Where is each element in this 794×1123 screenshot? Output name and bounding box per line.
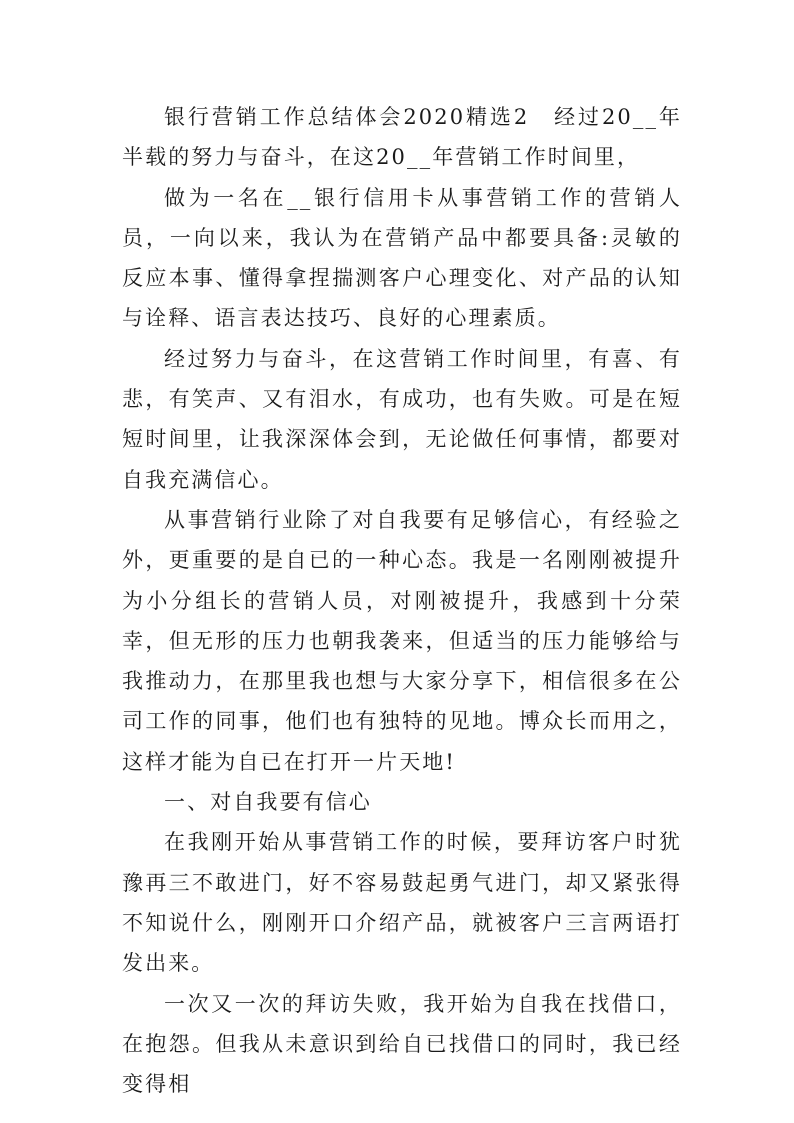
paragraph-role: 做为一名在__银行信用卡从事营销工作的营销人员，一向以来，我认为在营销产品中都要具备:灵敏的反应本事、懂得拿捏揣测客户心理变化、对产品的认知与诠释、语言表达技巧、良好的心理素质。 [122, 185, 682, 331]
paragraph-experience: 经过努力与奋斗，在这营销工作时间里，有喜、有悲，有笑声、又有泪水，有成功，也有失败。可是在短短时间里，让我深深体会到，无论做任何事情，都要对自我充满信心。 [122, 346, 682, 492]
paragraph-intro: 银行营销工作总结体会2020精选2 经过20__年半载的努力与奋斗，在这20__年营销工作时间里， [122, 105, 682, 170]
paragraph-first-visits: 在我刚开始从事营销工作的时候，要拜访客户时犹豫再三不敢进门，好不容易鼓起勇气进门，却又紧张得不知说什么，刚刚开口介绍产品，就被客户三言两语打发出来。 [122, 830, 682, 976]
paragraph-failures: 一次又一次的拜访失败，我开始为自我在找借口，在抱怨。但我从未意识到给自已找借口的同时，我已经变得相 [122, 991, 682, 1097]
paragraph-mindset: 从事营销行业除了对自我要有足够信心，有经验之外，更重要的是自已的一种心态。我是一名刚刚被提升为小分组长的营销人员，对刚被提升，我感到十分荣幸，但无形的压力也朝我袭来，但适当的压力能够给与我推动力，在那里我也想与大家分享下，相信很多在公司工作的同事，他们也有独特的见地。博众长而用之，这样才能为自已在打开一片天地! [122, 507, 682, 774]
section-heading-confidence: 一、对自我要有信心 [164, 790, 372, 815]
document-body [122, 97, 682, 1104]
